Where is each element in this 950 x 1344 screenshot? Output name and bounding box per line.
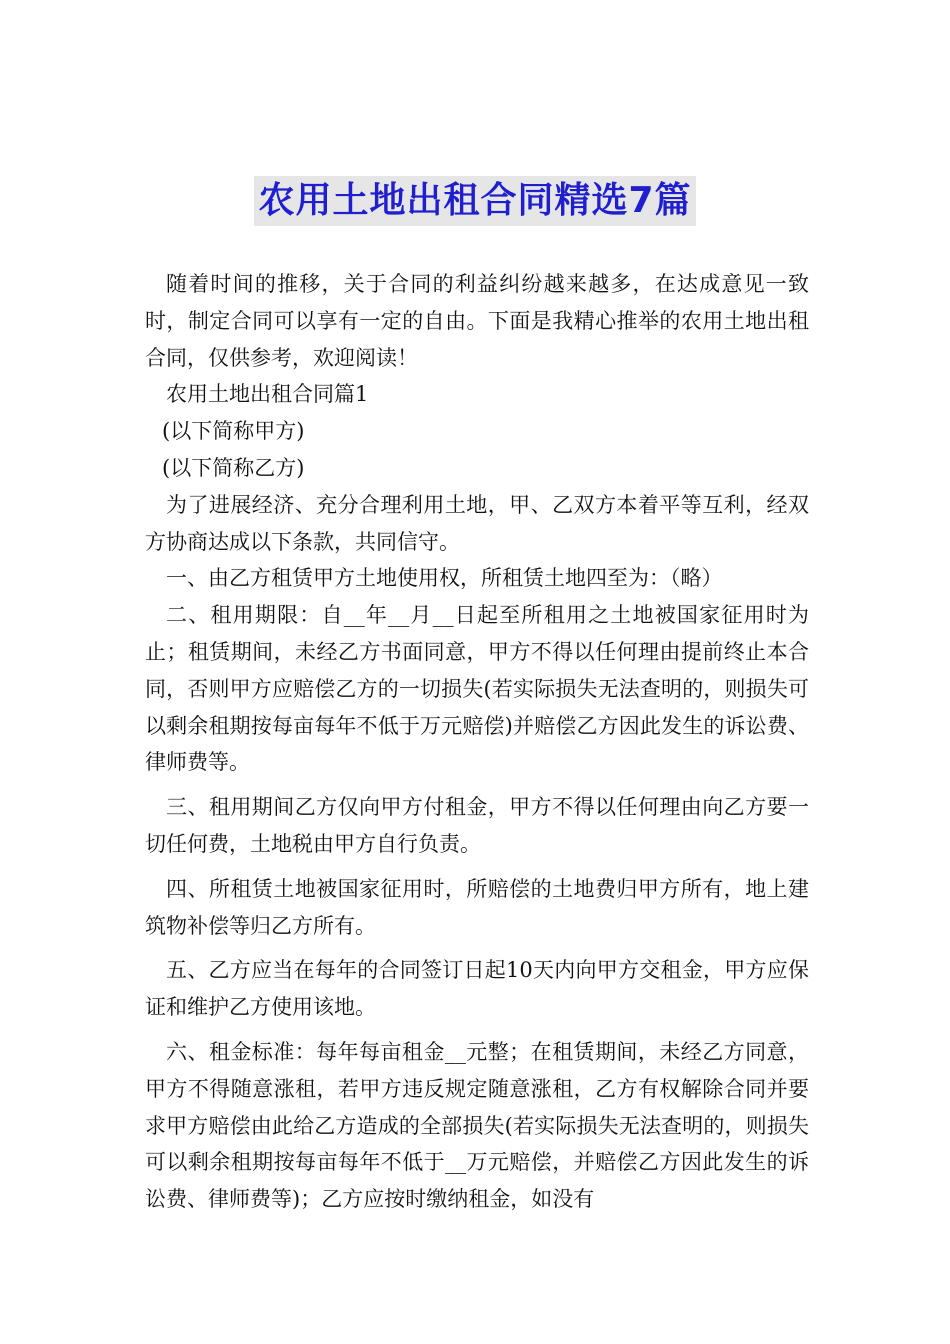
clause-5: 五、乙方应当在每年的合同签订日起10天内向甲方交租金，甲方应保证和维护乙方使用该地。 [145,958,809,1020]
preamble-paragraph: 为了进展经济、充分合理利用土地，甲、乙双方本着平等互利，经双方协商达成以下条款，共同信守。 [145,492,809,554]
clause-2: 二、租用期限：自__年__月__日起至所租用之土地被国家征用时为止；租赁期间，未经乙方书面同意，甲方不得以任何理由提前终止本合同，否则甲方应赔偿乙方的一切损失(若实际损失无法查明的，则损失可以剩余租期按每亩每年不低于万元赔偿)并赔偿乙方因此发生的诉讼费、律师费等。 [145,603,809,775]
clause-1: 一、由乙方租赁甲方土地使用权，所租赁土地四至为：（略） [166,566,723,591]
party-b-line: (以下简称乙方) [162,455,305,480]
title-container [0,176,950,226]
document-body [145,266,809,1218]
clause-6: 六、租金标准：每年每亩租金__元整；在租赁期间，未经乙方同意，甲方不得随意涨租，若甲方违反规定随意涨租，乙方有权解除合同并要求甲方赔偿由此给乙方造成的全部损失(若实际损失无法查明的，则损失可以剩余租期按每亩每年不低于__万元赔偿，并赔偿乙方因此发生的诉讼费、律师费等)；乙方应按时缴纳租金，如没有 [145,1039,809,1212]
party-a-line: (以下简称甲方) [162,419,305,444]
document-title: 农用土地出租合同精选7篇 [254,176,695,226]
intro-paragraph: 随着时间的推移，关于合同的利益纠纷越来越多，在达成意见一致时，制定合同可以享有一定的自由。下面是我精心推举的农用土地出租合同，仅供参考，欢迎阅读！ [145,272,809,370]
section-heading: 农用土地出租合同篇1 [166,382,369,407]
clause-3: 三、租用期间乙方仅向甲方付租金，甲方不得以任何理由向乙方要一切任何费，土地税由甲方自行负责。 [145,795,809,856]
clause-4: 四、所租赁土地被国家征用时，所赔偿的土地费归甲方所有，地上建筑物补偿等归乙方所有。 [145,876,809,938]
